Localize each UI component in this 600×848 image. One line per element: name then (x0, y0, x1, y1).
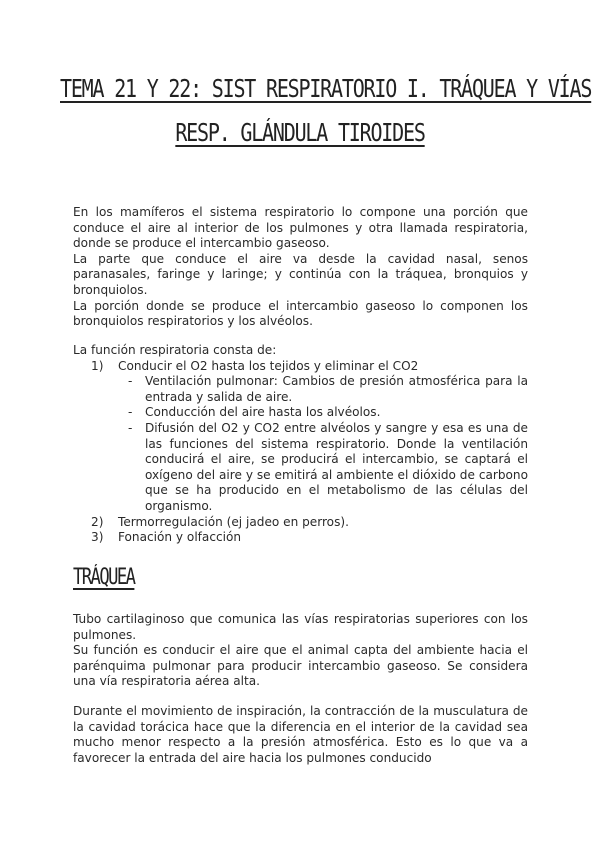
inspiration-paragraph: Durante el movimiento de inspiración, la contracción de la musculatura de la cavidad torácica hace que la diferencia en el interior de la cavidad sea mucho menor respecto a la presión atmosférica. Esto es lo que va a favorecer la entrada del aire hacia los pulmones conducido (73, 704, 528, 765)
intro-paragraph-2: La parte que conduce el aire va desde la cavidad nasal, senos paranasales, faringe y laringe; y continúa con la tráquea, bronquios y bronquiolos. (73, 251, 528, 297)
list-item (73, 359, 528, 375)
dash-bullet: - (128, 374, 133, 389)
sub-item-text: Conducción del aire hasta los alvéolos. (145, 405, 381, 420)
sub-list-item (73, 374, 528, 405)
trachea-paragraph-2: Su función es conducir el aire que el animal capta del ambiente hacia el parénquima pulmonar para producir intercambio gaseoso. Se considera una vía respiratoria aérea alta. (73, 643, 528, 689)
trachea-paragraph-1: Tubo cartilaginoso que comunica las vías respiratorias superiores con los pulmones. (73, 612, 528, 642)
list-item (73, 515, 528, 531)
document-title-line-2: RESP. GLÁNDULA TIROIDES (175, 118, 425, 147)
list-item-text: Termorregulación (ej jadeo en perros). (118, 514, 349, 529)
intro-section (73, 205, 528, 330)
list-number: 1) (91, 358, 104, 373)
dash-bullet: - (128, 405, 133, 420)
section-heading-trachea: TRÁQUEA (73, 565, 135, 590)
sub-item-text: Ventilación pulmonar: Cambios de presión atmosférica para la entrada y salida de aire. (145, 374, 528, 404)
sub-item-text: Difusión del O2 y CO2 entre alvéolos y sangre y esa es una de las funciones del sistema respiratorio. Donde la ventilación conducirá el aire, se producirá el intercambio, se captará el oxígeno del aire y se emitirá al ambiente el dióxido de carbono que se ha producido en el metabolismo de las células del organismo. (145, 420, 528, 513)
list-item-text: Fonación y olfacción (118, 530, 242, 545)
inspiration-section (73, 704, 528, 766)
list-number: 2) (91, 514, 104, 529)
sub-list-item (73, 405, 528, 421)
list-number: 3) (91, 530, 104, 545)
intro-paragraph-1: En los mamíferos el sistema respiratorio lo compone una porción que conduce el aire al interior de los pulmones y otra llamada respiratoria, donde se produce el intercambio gaseoso. (73, 205, 528, 251)
intro-paragraph-3: La porción donde se produce el intercambio gaseoso lo componen los bronquiolos respiratorios y los alvéolos. (73, 298, 528, 329)
trachea-section (73, 612, 528, 690)
functions-list (73, 343, 528, 546)
dash-bullet: - (128, 420, 133, 435)
document-title-line-1: TEMA 21 Y 22: SIST RESPIRATORIO I. TRÁQUEA Y VÍAS (60, 74, 592, 103)
list-item (73, 530, 528, 546)
functions-lead: La función respiratoria consta de: (73, 343, 277, 357)
sub-list-item (73, 421, 528, 515)
list-item-text: Conducir el O2 hasta los tejidos y eliminar el CO2 (118, 358, 419, 373)
